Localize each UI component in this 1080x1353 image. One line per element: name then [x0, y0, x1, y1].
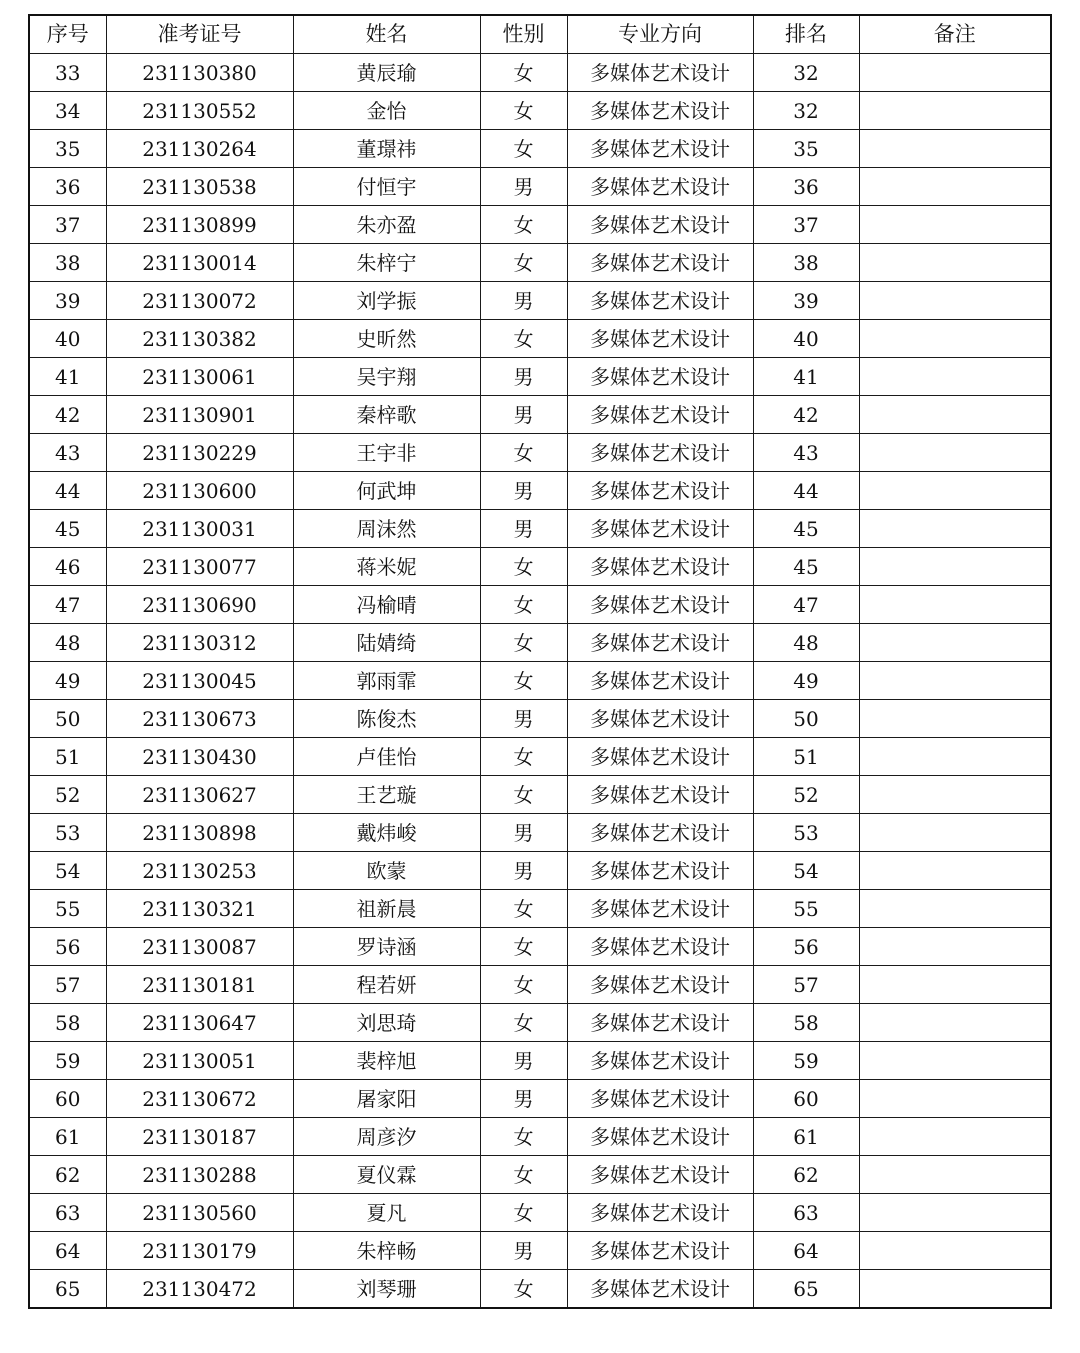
cell-col-remark [859, 1270, 1051, 1309]
cell-col-name: 陈俊杰 [293, 700, 480, 738]
cell-col-major: 多媒体艺术设计 [567, 1156, 753, 1194]
cell-col-seq: 50 [29, 700, 106, 738]
cell-col-major: 多媒体艺术设计 [567, 206, 753, 244]
cell-col-exam-id: 231130181 [106, 966, 293, 1004]
cell-col-seq: 63 [29, 1194, 106, 1232]
roster-sheet [28, 14, 1050, 1309]
cell-col-rank: 40 [753, 320, 859, 358]
cell-col-seq: 46 [29, 548, 106, 586]
cell-col-gender: 男 [480, 168, 567, 206]
cell-col-gender: 男 [480, 472, 567, 510]
cell-col-exam-id: 231130312 [106, 624, 293, 662]
cell-col-gender: 男 [480, 282, 567, 320]
cell-col-remark [859, 434, 1051, 472]
cell-col-seq: 42 [29, 396, 106, 434]
cell-col-remark [859, 358, 1051, 396]
table-row [29, 1080, 1051, 1118]
cell-col-seq: 35 [29, 130, 106, 168]
table-row [29, 662, 1051, 700]
cell-col-remark [859, 1232, 1051, 1270]
cell-col-name: 屠家阳 [293, 1080, 480, 1118]
cell-col-name: 郭雨霏 [293, 662, 480, 700]
cell-col-seq: 33 [29, 54, 106, 92]
cell-col-major: 多媒体艺术设计 [567, 738, 753, 776]
cell-col-name: 欧蒙 [293, 852, 480, 890]
cell-col-seq: 56 [29, 928, 106, 966]
cell-col-remark [859, 966, 1051, 1004]
table-row [29, 776, 1051, 814]
table-row [29, 1042, 1051, 1080]
cell-col-gender: 男 [480, 1080, 567, 1118]
cell-col-gender: 男 [480, 1232, 567, 1270]
cell-col-seq: 52 [29, 776, 106, 814]
cell-col-exam-id: 231130187 [106, 1118, 293, 1156]
cell-col-major: 多媒体艺术设计 [567, 1232, 753, 1270]
cell-col-exam-id: 231130229 [106, 434, 293, 472]
cell-col-name: 周彦汐 [293, 1118, 480, 1156]
table-row [29, 434, 1051, 472]
header-col-rank: 排名 [753, 15, 859, 54]
table-row [29, 928, 1051, 966]
cell-col-remark [859, 282, 1051, 320]
cell-col-rank: 64 [753, 1232, 859, 1270]
cell-col-seq: 45 [29, 510, 106, 548]
cell-col-gender: 女 [480, 928, 567, 966]
cell-col-remark [859, 548, 1051, 586]
cell-col-major: 多媒体艺术设计 [567, 852, 753, 890]
cell-col-major: 多媒体艺术设计 [567, 928, 753, 966]
cell-col-rank: 44 [753, 472, 859, 510]
cell-col-name: 冯榆晴 [293, 586, 480, 624]
cell-col-seq: 43 [29, 434, 106, 472]
cell-col-seq: 49 [29, 662, 106, 700]
cell-col-exam-id: 231130045 [106, 662, 293, 700]
cell-col-gender: 女 [480, 1156, 567, 1194]
cell-col-name: 陆婧绮 [293, 624, 480, 662]
table-row [29, 358, 1051, 396]
cell-col-major: 多媒体艺术设计 [567, 168, 753, 206]
table-row [29, 206, 1051, 244]
cell-col-exam-id: 231130051 [106, 1042, 293, 1080]
cell-col-exam-id: 231130380 [106, 54, 293, 92]
cell-col-gender: 女 [480, 624, 567, 662]
cell-col-remark [859, 1156, 1051, 1194]
cell-col-exam-id: 231130627 [106, 776, 293, 814]
cell-col-remark [859, 890, 1051, 928]
cell-col-major: 多媒体艺术设计 [567, 624, 753, 662]
cell-col-gender: 女 [480, 1118, 567, 1156]
cell-col-remark [859, 814, 1051, 852]
cell-col-rank: 37 [753, 206, 859, 244]
cell-col-major: 多媒体艺术设计 [567, 244, 753, 282]
cell-col-rank: 65 [753, 1270, 859, 1309]
cell-col-gender: 女 [480, 320, 567, 358]
cell-col-remark [859, 510, 1051, 548]
table-row [29, 320, 1051, 358]
cell-col-name: 朱亦盈 [293, 206, 480, 244]
cell-col-seq: 60 [29, 1080, 106, 1118]
cell-col-name: 周沫然 [293, 510, 480, 548]
table-row [29, 966, 1051, 1004]
cell-col-gender: 女 [480, 1194, 567, 1232]
cell-col-seq: 47 [29, 586, 106, 624]
cell-col-major: 多媒体艺术设计 [567, 1080, 753, 1118]
cell-col-gender: 女 [480, 662, 567, 700]
cell-col-rank: 54 [753, 852, 859, 890]
cell-col-rank: 51 [753, 738, 859, 776]
cell-col-seq: 51 [29, 738, 106, 776]
cell-col-remark [859, 1004, 1051, 1042]
header-col-exam-id: 准考证号 [106, 15, 293, 54]
cell-col-seq: 39 [29, 282, 106, 320]
cell-col-gender: 女 [480, 54, 567, 92]
cell-col-major: 多媒体艺术设计 [567, 92, 753, 130]
cell-col-name: 何武坤 [293, 472, 480, 510]
table-row [29, 700, 1051, 738]
cell-col-name: 金怡 [293, 92, 480, 130]
header-col-remark: 备注 [859, 15, 1051, 54]
cell-col-seq: 44 [29, 472, 106, 510]
cell-col-exam-id: 231130179 [106, 1232, 293, 1270]
cell-col-major: 多媒体艺术设计 [567, 130, 753, 168]
cell-col-major: 多媒体艺术设计 [567, 1042, 753, 1080]
cell-col-major: 多媒体艺术设计 [567, 396, 753, 434]
cell-col-rank: 59 [753, 1042, 859, 1080]
cell-col-seq: 37 [29, 206, 106, 244]
table-row [29, 1004, 1051, 1042]
cell-col-major: 多媒体艺术设计 [567, 966, 753, 1004]
table-row [29, 852, 1051, 890]
cell-col-exam-id: 231130672 [106, 1080, 293, 1118]
cell-col-rank: 39 [753, 282, 859, 320]
cell-col-exam-id: 231130077 [106, 548, 293, 586]
cell-col-major: 多媒体艺术设计 [567, 700, 753, 738]
cell-col-rank: 62 [753, 1156, 859, 1194]
cell-col-exam-id: 231130087 [106, 928, 293, 966]
cell-col-remark [859, 776, 1051, 814]
cell-col-seq: 62 [29, 1156, 106, 1194]
cell-col-gender: 女 [480, 130, 567, 168]
table-row [29, 1232, 1051, 1270]
cell-col-major: 多媒体艺术设计 [567, 890, 753, 928]
cell-col-major: 多媒体艺术设计 [567, 776, 753, 814]
cell-col-rank: 41 [753, 358, 859, 396]
table-row [29, 168, 1051, 206]
cell-col-gender: 女 [480, 548, 567, 586]
table-row [29, 472, 1051, 510]
cell-col-name: 黄辰瑜 [293, 54, 480, 92]
cell-col-gender: 女 [480, 966, 567, 1004]
cell-col-exam-id: 231130690 [106, 586, 293, 624]
cell-col-gender: 女 [480, 586, 567, 624]
cell-col-rank: 55 [753, 890, 859, 928]
table-row [29, 244, 1051, 282]
table-row [29, 586, 1051, 624]
cell-col-exam-id: 231130253 [106, 852, 293, 890]
cell-col-remark [859, 92, 1051, 130]
cell-col-gender: 男 [480, 1042, 567, 1080]
cell-col-rank: 36 [753, 168, 859, 206]
table-row [29, 54, 1051, 92]
cell-col-exam-id: 231130031 [106, 510, 293, 548]
header-col-seq: 序号 [29, 15, 106, 54]
cell-col-exam-id: 231130288 [106, 1156, 293, 1194]
cell-col-major: 多媒体艺术设计 [567, 472, 753, 510]
cell-col-rank: 45 [753, 548, 859, 586]
cell-col-seq: 61 [29, 1118, 106, 1156]
table-row [29, 92, 1051, 130]
cell-col-remark [859, 1118, 1051, 1156]
cell-col-rank: 57 [753, 966, 859, 1004]
cell-col-exam-id: 231130264 [106, 130, 293, 168]
cell-col-remark [859, 396, 1051, 434]
table-row [29, 548, 1051, 586]
cell-col-rank: 38 [753, 244, 859, 282]
cell-col-name: 王宇非 [293, 434, 480, 472]
cell-col-name: 王艺璇 [293, 776, 480, 814]
cell-col-gender: 女 [480, 92, 567, 130]
cell-col-remark [859, 206, 1051, 244]
cell-col-major: 多媒体艺术设计 [567, 54, 753, 92]
cell-col-seq: 55 [29, 890, 106, 928]
cell-col-remark [859, 320, 1051, 358]
cell-col-gender: 女 [480, 890, 567, 928]
cell-col-rank: 58 [753, 1004, 859, 1042]
cell-col-rank: 42 [753, 396, 859, 434]
cell-col-gender: 女 [480, 434, 567, 472]
cell-col-exam-id: 231130647 [106, 1004, 293, 1042]
cell-col-name: 夏凡 [293, 1194, 480, 1232]
cell-col-rank: 60 [753, 1080, 859, 1118]
cell-col-exam-id: 231130600 [106, 472, 293, 510]
cell-col-gender: 男 [480, 396, 567, 434]
cell-col-rank: 32 [753, 54, 859, 92]
cell-col-remark [859, 586, 1051, 624]
cell-col-seq: 40 [29, 320, 106, 358]
cell-col-seq: 41 [29, 358, 106, 396]
header-col-gender: 性别 [480, 15, 567, 54]
cell-col-seq: 64 [29, 1232, 106, 1270]
cell-col-remark [859, 1080, 1051, 1118]
table-row [29, 738, 1051, 776]
table-row [29, 396, 1051, 434]
cell-col-name: 祖新晨 [293, 890, 480, 928]
cell-col-rank: 35 [753, 130, 859, 168]
table-row [29, 510, 1051, 548]
cell-col-remark [859, 1042, 1051, 1080]
cell-col-gender: 女 [480, 1004, 567, 1042]
cell-col-gender: 男 [480, 358, 567, 396]
cell-col-seq: 38 [29, 244, 106, 282]
cell-col-major: 多媒体艺术设计 [567, 1270, 753, 1309]
cell-col-major: 多媒体艺术设计 [567, 1194, 753, 1232]
cell-col-exam-id: 231130430 [106, 738, 293, 776]
cell-col-exam-id: 231130538 [106, 168, 293, 206]
table-row [29, 1156, 1051, 1194]
cell-col-name: 夏仪霖 [293, 1156, 480, 1194]
cell-col-exam-id: 231130061 [106, 358, 293, 396]
cell-col-exam-id: 231130382 [106, 320, 293, 358]
cell-col-seq: 53 [29, 814, 106, 852]
cell-col-exam-id: 231130898 [106, 814, 293, 852]
cell-col-remark [859, 472, 1051, 510]
cell-col-name: 史昕然 [293, 320, 480, 358]
cell-col-major: 多媒体艺术设计 [567, 814, 753, 852]
cell-col-gender: 女 [480, 1270, 567, 1309]
cell-col-gender: 男 [480, 814, 567, 852]
cell-col-remark [859, 1194, 1051, 1232]
cell-col-major: 多媒体艺术设计 [567, 662, 753, 700]
cell-col-major: 多媒体艺术设计 [567, 510, 753, 548]
cell-col-seq: 59 [29, 1042, 106, 1080]
cell-col-gender: 男 [480, 700, 567, 738]
table-body [29, 54, 1051, 1309]
cell-col-rank: 43 [753, 434, 859, 472]
cell-col-rank: 50 [753, 700, 859, 738]
cell-col-gender: 男 [480, 852, 567, 890]
table-row [29, 1194, 1051, 1232]
table-header-row [29, 15, 1051, 54]
cell-col-name: 朱梓宁 [293, 244, 480, 282]
cell-col-exam-id: 231130072 [106, 282, 293, 320]
cell-col-name: 戴炜峻 [293, 814, 480, 852]
cell-col-remark [859, 624, 1051, 662]
cell-col-gender: 女 [480, 206, 567, 244]
cell-col-name: 罗诗涵 [293, 928, 480, 966]
cell-col-seq: 57 [29, 966, 106, 1004]
cell-col-exam-id: 231130560 [106, 1194, 293, 1232]
cell-col-rank: 52 [753, 776, 859, 814]
cell-col-name: 裴梓旭 [293, 1042, 480, 1080]
cell-col-major: 多媒体艺术设计 [567, 586, 753, 624]
cell-col-remark [859, 54, 1051, 92]
cell-col-major: 多媒体艺术设计 [567, 548, 753, 586]
cell-col-exam-id: 231130673 [106, 700, 293, 738]
cell-col-seq: 36 [29, 168, 106, 206]
table-row [29, 624, 1051, 662]
cell-col-gender: 女 [480, 244, 567, 282]
cell-col-seq: 65 [29, 1270, 106, 1309]
cell-col-major: 多媒体艺术设计 [567, 282, 753, 320]
cell-col-name: 朱梓畅 [293, 1232, 480, 1270]
ranking-table [28, 14, 1052, 1309]
table-row [29, 814, 1051, 852]
cell-col-exam-id: 231130901 [106, 396, 293, 434]
cell-col-remark [859, 662, 1051, 700]
cell-col-name: 刘思琦 [293, 1004, 480, 1042]
cell-col-remark [859, 928, 1051, 966]
cell-col-name: 蒋米妮 [293, 548, 480, 586]
cell-col-name: 秦梓歌 [293, 396, 480, 434]
cell-col-rank: 63 [753, 1194, 859, 1232]
cell-col-gender: 女 [480, 776, 567, 814]
table-row [29, 1118, 1051, 1156]
cell-col-name: 吴宇翔 [293, 358, 480, 396]
cell-col-rank: 32 [753, 92, 859, 130]
table-row [29, 130, 1051, 168]
cell-col-rank: 56 [753, 928, 859, 966]
cell-col-major: 多媒体艺术设计 [567, 320, 753, 358]
cell-col-rank: 49 [753, 662, 859, 700]
cell-col-rank: 61 [753, 1118, 859, 1156]
cell-col-gender: 男 [480, 510, 567, 548]
cell-col-name: 卢佳怡 [293, 738, 480, 776]
cell-col-seq: 54 [29, 852, 106, 890]
cell-col-name: 程若妍 [293, 966, 480, 1004]
table-row [29, 890, 1051, 928]
cell-col-rank: 45 [753, 510, 859, 548]
header-col-major: 专业方向 [567, 15, 753, 54]
cell-col-rank: 47 [753, 586, 859, 624]
cell-col-exam-id: 231130014 [106, 244, 293, 282]
cell-col-name: 刘学振 [293, 282, 480, 320]
cell-col-name: 刘琴珊 [293, 1270, 480, 1309]
cell-col-seq: 48 [29, 624, 106, 662]
cell-col-remark [859, 852, 1051, 890]
cell-col-major: 多媒体艺术设计 [567, 1004, 753, 1042]
cell-col-gender: 女 [480, 738, 567, 776]
cell-col-major: 多媒体艺术设计 [567, 358, 753, 396]
cell-col-rank: 48 [753, 624, 859, 662]
cell-col-exam-id: 231130899 [106, 206, 293, 244]
cell-col-remark [859, 130, 1051, 168]
cell-col-name: 董璟祎 [293, 130, 480, 168]
cell-col-remark [859, 700, 1051, 738]
cell-col-seq: 34 [29, 92, 106, 130]
cell-col-exam-id: 231130552 [106, 92, 293, 130]
header-col-name: 姓名 [293, 15, 480, 54]
cell-col-remark [859, 244, 1051, 282]
cell-col-major: 多媒体艺术设计 [567, 434, 753, 472]
cell-col-name: 付恒宇 [293, 168, 480, 206]
table-row [29, 282, 1051, 320]
table-row [29, 1270, 1051, 1309]
cell-col-remark [859, 168, 1051, 206]
cell-col-exam-id: 231130321 [106, 890, 293, 928]
cell-col-rank: 53 [753, 814, 859, 852]
cell-col-exam-id: 231130472 [106, 1270, 293, 1309]
cell-col-remark [859, 738, 1051, 776]
cell-col-seq: 58 [29, 1004, 106, 1042]
cell-col-major: 多媒体艺术设计 [567, 1118, 753, 1156]
